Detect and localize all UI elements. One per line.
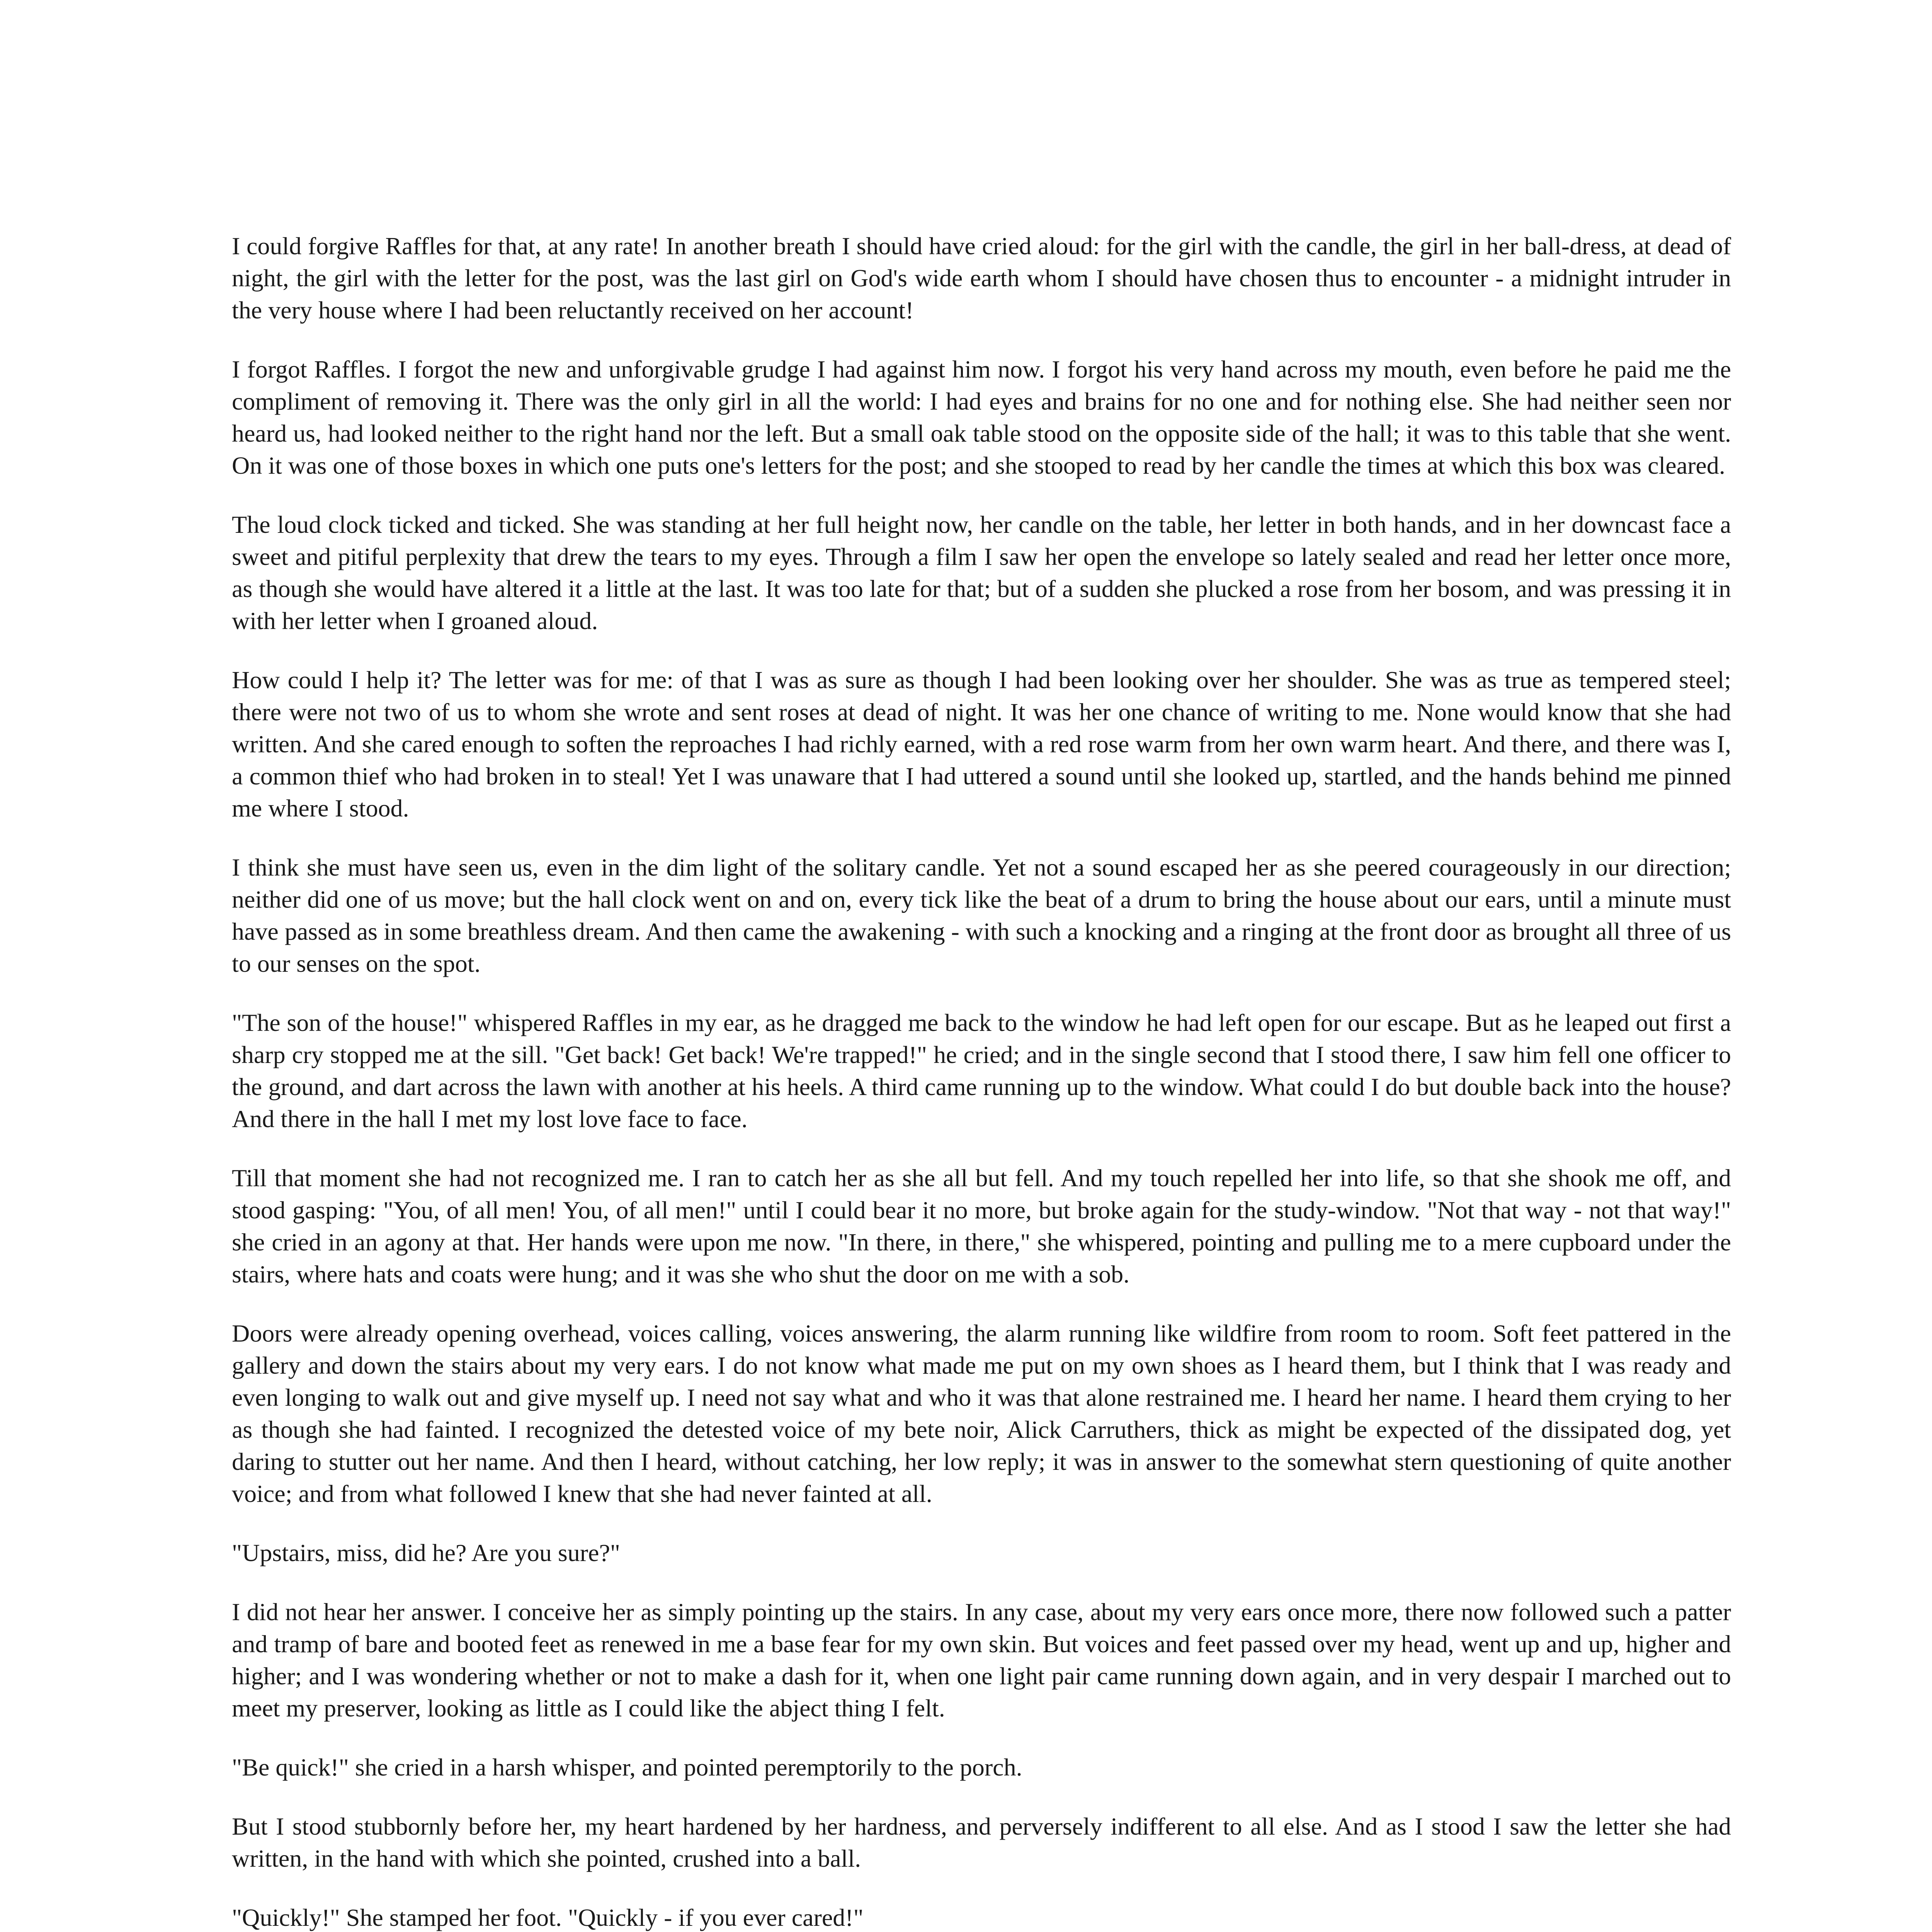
paragraph-5: I think she must have seen us, even in the dim light of the solitary candle. Yet not a sound escaped her as she peered courageously in our direction; neither did one of us move; but the hall clock went on and on, every tick like the beat of a drum to bring the house about our ears, until a minute must have passed as in some breathless dream. And then came the awakening - with such a knocking and a ringing at the front door as brought all three of us to our senses on the spot. bbox=[232, 854, 1731, 977]
paragraph-9: "Upstairs, miss, did he? Are you sure?" bbox=[232, 1539, 620, 1566]
paragraph-13: "Quickly!" She stamped her foot. "Quickly - if you ever cared!" bbox=[232, 1904, 864, 1931]
paragraph-4: How could I help it? The letter was for me: of that I was as sure as though I had been looking over her shoulder. She was as true as tempered steel; there were not two of us to whom she wrote and sent roses at dead of night. It was her one chance of writing to me. None would know that she had written. And she cared enough to soften the reproaches I had richly earned, with a red rose warm from her own warm heart. And there, and there was I, a common thief who had broken in to steal! Yet I was unaware that I had uttered a sound until she looked up, startled, and the hands behind me pinned me where I stood. bbox=[232, 666, 1731, 822]
body-text bbox=[232, 230, 1731, 1932]
paragraph-11: "Be quick!" she cried in a harsh whisper, and pointed peremptorily to the porch. bbox=[232, 1753, 1022, 1781]
paragraph-6: "The son of the house!" whispered Raffles in my ear, as he dragged me back to the window he had left open for our escape. But as he leaped out first a sharp cry stopped me at the sill. "Get back! Get back! We're trapped!" he cried; and in the single second that I stood there, I saw him fell one officer to the ground, and dart across the lawn with another at his heels. A third came running up to the window. What could I do but double back into the house? And there in the hall I met my lost love face to face. bbox=[232, 1009, 1731, 1133]
paragraph-10: I did not hear her answer. I conceive her as simply pointing up the stairs. In any case, about my very ears once more, there now followed such a patter and tramp of bare and booted feet as renewed in me a base fear for my own skin. But voices and feet passed over my head, went up and up, higher and higher; and I was wondering whether or not to make a dash for it, when one light pair came running down again, and in very despair I marched out to meet my preserver, looking as little as I could like the abject thing I felt. bbox=[232, 1598, 1731, 1722]
paragraph-2: I forgot Raffles. I forgot the new and unforgivable grudge I had against him now. I forgot his very hand across my mouth, even before he paid me the compliment of removing it. There was the only girl in all the world: I had eyes and brains for no one and for nothing else. She had neither seen nor heard us, had looked neither to the right hand nor the left. But a small oak table stood on the opposite side of the hall; it was to this table that she went. On it was one of those boxes in which one puts one's letters for the post; and she stooped to read by her candle the times at which this box was cleared. bbox=[232, 355, 1731, 479]
paragraph-3: The loud clock ticked and ticked. She was standing at her full height now, her candle on the table, her letter in both hands, and in her downcast face a sweet and pitiful perplexity that drew the tears to my eyes. Through a film I saw her open the envelope so lately sealed and read her letter once more, as though she would have altered it a little at the last. It was too late for that; but of a sudden she plucked a rose from her bosom, and was pressing it in with her letter when I groaned aloud. bbox=[232, 511, 1731, 634]
paragraph-12: But I stood stubbornly before her, my heart hardened by her hardness, and perversely indifferent to all else. And as I stood I saw the letter she had written, in the hand with which she pointed, crushed into a ball. bbox=[232, 1813, 1731, 1872]
paragraph-7: Till that moment she had not recognized me. I ran to catch her as she all but fell. And my touch repelled her into life, so that she shook me off, and stood gasping: "You, of all men! You, of all men!" until I could bear it no more, but broke again for the study-window. "Not that way - not that way!" she cried in an agony at that. Her hands were upon me now. "In there, in there," she whispered, pointing and pulling me to a mere cupboard under the stairs, where hats and coats were hung; and it was she who shut the door on me with a sob. bbox=[232, 1164, 1731, 1288]
paragraph-8: Doors were already opening overhead, voices calling, voices answering, the alarm running like wildfire from room to room. Soft feet pattered in the gallery and down the stairs about my very ears. I do not know what made me put on my own shoes as I heard them, but I think that I was ready and even longing to walk out and give myself up. I need not say what and who it was that alone restrained me. I heard her name. I heard them crying to her as though she had fainted. I recognized the detested voice of my bete noir, Alick Carruthers, thick as might be expected of the dissipated dog, yet daring to stutter out her name. And then I heard, without catching, her low reply; it was in answer to the somewhat stern questioning of quite another voice; and from what followed I knew that she had never fainted at all. bbox=[232, 1320, 1731, 1507]
paragraph-1: I could forgive Raffles for that, at any rate! In another breath I should have cried aloud: for the girl with the candle, the girl in her ball-dress, at dead of night, the girl with the letter for the post, was the last girl on God's wide earth whom I should have chosen thus to encounter - a midnight intruder in the very house where I had been reluctantly received on her account! bbox=[232, 232, 1731, 324]
